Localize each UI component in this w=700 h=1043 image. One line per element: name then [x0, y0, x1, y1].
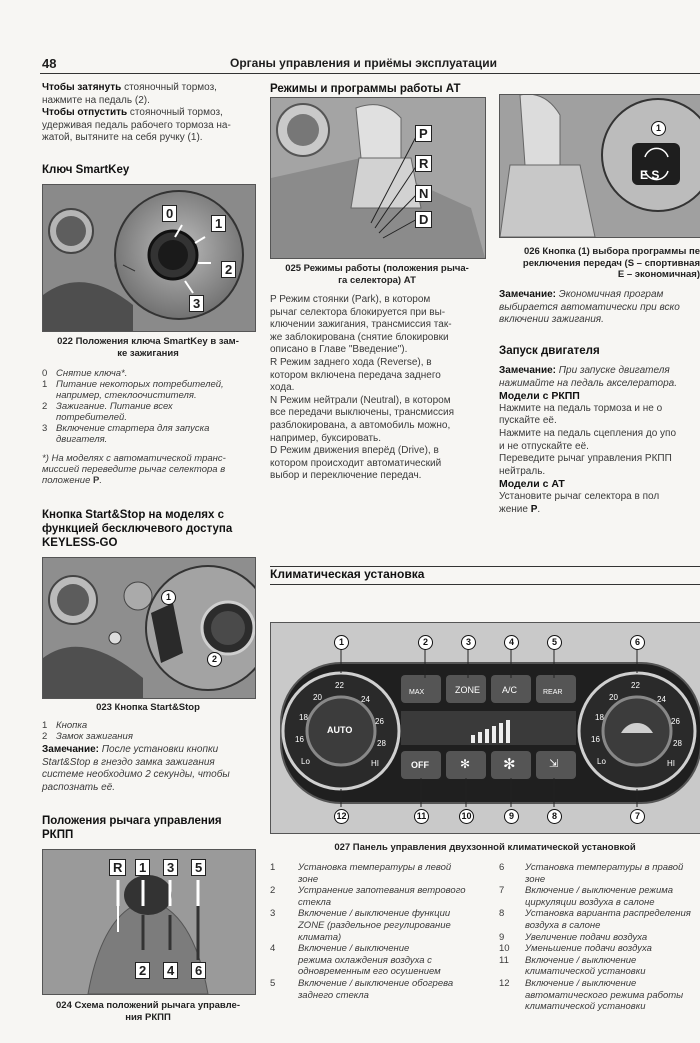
program-button-illustration: [500, 95, 700, 237]
callout-3: 3: [461, 635, 476, 650]
fan-up-button[interactable]: ✻: [503, 756, 516, 773]
climate-heading-rule-bottom: [270, 584, 700, 585]
callout-10: 10: [459, 809, 474, 824]
fig-025-caption: 025 Режимы работы (положения рыча- га селектора) АТ: [285, 263, 469, 286]
key-position-2-label: 2: [221, 261, 236, 278]
at-p-label: P: [415, 125, 432, 142]
climate-heading: Климатическая установка: [270, 567, 425, 581]
page-header-title: Органы управления и приёмы эксплуатации: [230, 56, 497, 70]
parking-brake-text: Чтобы затянуть стояночный тормоз, нажмите на педаль (2). Чтобы отпустить стояночный тормоз, удерживая педаль рабочего тормоза на- жатой, вытяните на себя ручку (1).: [42, 82, 231, 144]
callout-9: 9: [504, 809, 519, 824]
climate-legend-right: 6 Установка температуры в правой зоне 7 Включение / выключение режима циркуляции воздуха в салоне 8 Установка варианта распределения воздуха в салоне 9 Увеличение подачи воздуха 10 Уменьшение подачи воздуха 11 Включение / выключение климатической установки 12 Включение / выключение автоматического режима работы климатической установки: [499, 862, 691, 1013]
program-button-callout: 1: [651, 121, 666, 136]
fig-026-note: Замечание: Экономичная програм выбирается автоматически при вско включении зажигания.: [499, 289, 680, 326]
callout-4: 4: [504, 635, 519, 650]
gear-1-label: 1: [135, 859, 150, 876]
key-position-1-label: 1: [211, 215, 226, 232]
gear-3-label: 3: [163, 859, 178, 876]
at-modes-text: P Режим стоянки (Park), в котором рычаг селектора блокируется при вы- ключении зажигания, трансмиссия так- же заблокирована (снятие блокировки описано в Главе "Введение"). R Режим заднего хода (Reverse), в котором включена передача заднего хода. N Режим нейтрали (Neutral), в котором все передачи выключены, трансмиссия разблокирована, а автомобиль можно, например, буксировать. D Режим движения вперёд (Drive), в котором происходит автоматический выбор и переключение передач.: [270, 294, 454, 482]
auto-button[interactable]: AUTO: [327, 725, 353, 735]
startstop-illustration: [43, 558, 255, 698]
smartkey-heading: Ключ SmartKey: [42, 164, 130, 176]
fig-023-photo: [42, 557, 256, 699]
startstop-callout-1: 1: [161, 590, 176, 605]
startstop-heading: Кнопка Start&Stop на моделях с функцией бесключевого доступа KEYLESS-GO: [42, 509, 233, 549]
manual-gear-heading: Положения рычага управления РКПП: [42, 815, 222, 841]
engine-start-text: Замечание: При запуске двигателя нажимайте на педаль акселератора. Модели с РКПП Нажмите на педаль тормоза и не о пускайте её. Нажмите на педаль сцепления до упо и не отпускайте её. Переведите рычаг управления РКПП нейтраль. Модели с АТ Установите рычаг селектора в пол жение P.: [499, 365, 678, 515]
key-position-3-label: 3: [189, 295, 204, 312]
right-temp-28: 28: [673, 739, 682, 748]
at-modes-heading: Режимы и программы работы АТ: [270, 83, 461, 95]
off-button[interactable]: OFF: [411, 760, 429, 770]
gear-6-label: 6: [191, 962, 206, 979]
fig-027-photo: [270, 622, 700, 834]
callout-7: 7: [630, 809, 645, 824]
right-temp-lo: Lo: [597, 757, 606, 766]
fig-022-legend: 0 Снятие ключа*. 1 Питание некоторых потребителей, например, стеклоочистителя. 2 Зажигание. Питание всех потребителей. 3 Включение стартера для запуска двигателя.: [42, 368, 224, 445]
right-temp-22: 22: [631, 681, 640, 690]
header-rule: [40, 73, 700, 74]
right-temp-hi: HI: [667, 759, 675, 768]
left-temp-18: 18: [299, 713, 308, 722]
fig-024-photo: [42, 849, 256, 995]
fig-022-caption: 022 Положения ключа SmartKey в зам- ке зажигания: [57, 336, 239, 359]
left-temp-20: 20: [313, 693, 322, 702]
left-temp-lo: Lo: [301, 757, 310, 766]
callout-6: 6: [630, 635, 645, 650]
fig-026-photo: [499, 94, 700, 238]
left-temp-28: 28: [377, 739, 386, 748]
fan-down-button[interactable]: ✻: [460, 757, 471, 771]
callout-2: 2: [418, 635, 433, 650]
at-selector-illustration: [271, 98, 485, 258]
fig-024-caption: 024 Схема положений рычага управле- ния РКПП: [56, 1000, 240, 1023]
page-number: 48: [42, 56, 57, 71]
fig-022-photo: [42, 184, 256, 332]
left-temp-16: 16: [295, 735, 304, 744]
gear-4-label: 4: [163, 962, 178, 979]
right-temp-16: 16: [591, 735, 600, 744]
ac-button[interactable]: A/C: [502, 685, 518, 695]
gear-5-label: 5: [191, 859, 206, 876]
fig-022-footnote: *) На моделях с автоматической транс- миссией переведите рычаг селектора в положение P.: [42, 453, 226, 486]
right-temp-26: 26: [671, 717, 680, 726]
air-distribution-button[interactable]: ⇲: [549, 758, 559, 770]
max-defrost-button[interactable]: MAX: [409, 689, 425, 696]
fig-026-caption: 026 Кнопка (1) выбора программы пе реключения передач (S – спортивная E – экономичная): [522, 246, 700, 280]
gear-r-label: R: [109, 859, 126, 876]
right-temp-20: 20: [609, 693, 618, 702]
key-position-0-label: 0: [162, 205, 177, 222]
startstop-callout-2: 2: [207, 652, 222, 667]
callout-5: 5: [547, 635, 562, 650]
engine-start-heading: Запуск двигателя: [499, 345, 600, 357]
callout-1: 1: [334, 635, 349, 650]
ignition-illustration: [43, 185, 255, 331]
callout-8: 8: [547, 809, 562, 824]
fig-023-legend: 1 Кнопка 2 Замок зажигания: [42, 720, 133, 742]
fig-023-caption: 023 Кнопка Start&Stop: [96, 702, 200, 713]
callout-11: 11: [414, 809, 429, 824]
right-temp-24: 24: [657, 695, 666, 704]
callout-12: 12: [334, 809, 349, 824]
gear-2-label: 2: [135, 962, 150, 979]
rear-defrost-button[interactable]: REAR: [543, 689, 563, 696]
fig-023-note: Замечание: После установки кнопки Start&Stop в гнездо замка зажигания системе необходимо 2 секунды, чтобы распознать её.: [42, 744, 230, 793]
at-d-label: D: [415, 211, 432, 228]
left-temp-24: 24: [361, 695, 370, 704]
program-button-text: E S: [640, 168, 660, 182]
fig-027-caption: 027 Панель управления двухзонной климатической установкой: [334, 842, 636, 853]
left-temp-hi: HI: [371, 759, 379, 768]
at-r-label: R: [415, 155, 432, 172]
zone-button[interactable]: ZONE: [455, 685, 481, 695]
right-temp-18: 18: [595, 713, 604, 722]
at-n-label: N: [415, 185, 432, 202]
left-temp-26: 26: [375, 717, 384, 726]
fig-025-photo: [270, 97, 486, 259]
left-temp-22: 22: [335, 681, 344, 690]
climate-legend-left: 1 Установка температуры в левой зоне 2 Устранение запотевания ветрового стекла 3 Включение / выключение функции ZONE (раздельное регулирование климата) 4 Включение / выключение режима охлаждения воздуха с одновременным его осушением 5 Включение / выключение обогрева заднего стекла: [270, 862, 466, 1001]
